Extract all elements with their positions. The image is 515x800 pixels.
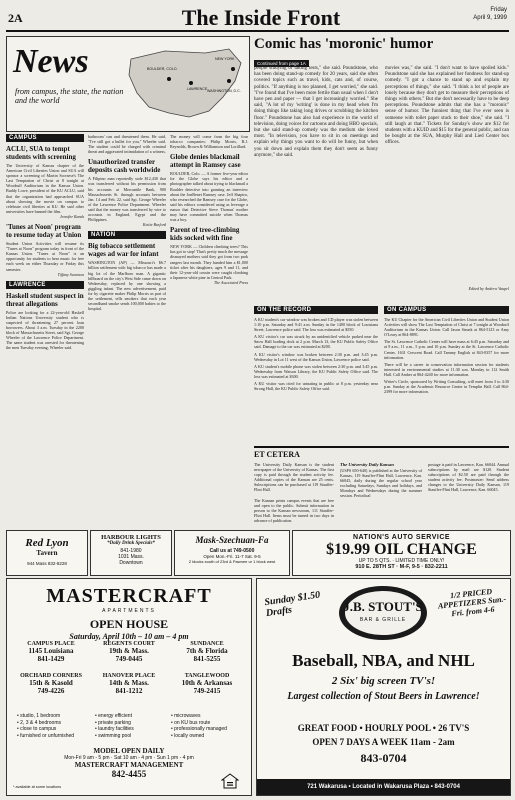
jb-address-bar: 721 Wakarusa • Located in Wakarusa Plaza • 843-0704: [257, 779, 510, 795]
feature-item: • laundry facilities: [95, 726, 134, 732]
news-box: [6, 36, 250, 132]
office-hours: Mon-Fri 9 am - 5 pm · Sat 10 am - 4 pm · Sun 1 pm - 4 pm: [64, 755, 194, 761]
jb-screens: 2 Six' big screen TV's!: [331, 675, 436, 687]
jb-food: GREAT FOOD • HOURLY POOL • 26 TV'S: [297, 723, 470, 733]
ad-red-lyon[interactable]: [6, 530, 88, 576]
col2-lead-body: bathroom' can and threatened them. He said, "I've still got a bullet for you," Wheeler said. The student could be charged with criminal threat and aggravated intimidation of a witness.: [88, 134, 166, 155]
ad-jb-stouts[interactable]: [256, 578, 511, 796]
map-label-lawrence: LAWRENCE: [187, 87, 208, 91]
prop-addr: 14th & Mass.: [109, 679, 149, 687]
on-record-item: A KU student's car window was broken and CD player was stolen between 1:10 p.m. Saturday and 9:41 a.m. Sunday in the 1400 block of Louisiana Street, Lawrence police said. The loss was estimated at $550.: [254, 317, 378, 333]
on-record-item: A KU student's mobile phone was stolen between 2:30 p.m. and 3:45 p.m. Wednesday from Watson Library, the KU Public Safety Office said. The loss was estimated at $300.: [254, 363, 378, 379]
mastercraft-event: OPEN HOUSE: [89, 617, 169, 631]
campus-story1-byline: Jennifer Rands: [59, 213, 84, 219]
campus-story2-headline: 'Tunes at Noon' program to resume today at Union: [6, 223, 82, 240]
campus-story2-byline: Tiffany Swanson: [57, 271, 84, 277]
on-campus: [384, 306, 509, 440]
comic-body-right: movies was," she said. "I don't want to have spoiled kids." Poundstone said she has explained her fondness for stand-up comedy. "I got a chance to stand up and explain my perceptions of things," she said. "I think a lot of people are lonely because they don't get to measure their perceptions of things with others." But she don't necessarily have to be deep perceptions. Poundstone admits that she has a "moronic" sense of humor. The funniest thing that I've ever seen is someone with toilet paper stuck to their shoe," she said. "I still laugh at that." Tickets for Sunday's show are $12 for students with a KUID and $15 for the general public, and can be bought at the SUA, Murphy Hall and Lied Center box offices.: [385, 66, 509, 146]
prop-name: HANOVER PLACE: [102, 673, 156, 679]
prop-phone: 841-1429: [37, 655, 65, 663]
lawrence-story-headline: Haskell student suspect in threat allegations: [6, 291, 84, 308]
nation-story-body: WASHINGTON (AP) — Missouri's $6.7 billion settlement with big tobacco has made a big lot of the Marlboro man. A gigantic billboard on the city's West Side came down on Wednesday, replaced by one showing a giggling infant. The new advertisement, paid for by cigarette maker Philip Morris as part of the settlement, tells smokers that each year secondhand smoke sends 100,000 babies to the hospital.: [88, 260, 166, 312]
harbour-line1: *Daily Drink Specials*: [107, 541, 155, 546]
mastercraft-when: Saturday, April 10th – 10 am – 4 pm: [69, 632, 189, 641]
prop-name: REGENTS COURT: [103, 641, 155, 647]
mastercraft-sub: APARTMENTS: [102, 608, 156, 614]
feature-item: • furnished or unfurnished: [17, 732, 75, 739]
lawrence-story-body: Police are looking for a 22-year-old Haskell Indian Nations University student who is suspected of threatening 27 percent loan borrowers. About 3 a.m. Tuesday in the 2200 block of Massachusetts Street, said Sgt. George Wheeler of the Lawrence Police Department. The same student was arrested for threatening the men Tuesday evening, Wheeler said.: [6, 309, 84, 351]
map-label-washington: WASHINGTON, D.C.: [207, 89, 241, 93]
oil-note: UP TO 5 QTS. · LIMITED TIME ONLY!: [358, 558, 445, 564]
red-lyon-name: Red Lyon: [25, 537, 69, 549]
news-title: News: [13, 43, 89, 80]
feature-item: • studio, 1 bedroom: [17, 713, 61, 719]
feature-item: • close to campus: [17, 726, 57, 732]
jb-sunday: Sunday $1.50 Drafts: [263, 589, 321, 620]
prop-phone: 749-2415: [193, 687, 221, 695]
on-record-label: ON THE RECORD: [254, 306, 378, 314]
oil-addr: 910 E. 28TH ST · M-F, 9-5 · 832-2211: [355, 564, 448, 570]
comic-story: [254, 36, 509, 300]
campus-story1-headline: ACLU, SUA to tempt students with screening: [6, 145, 76, 161]
prop-addr: 1145 Louisiana: [28, 647, 74, 655]
mastercraft-features-1: [17, 713, 91, 739]
mastercraft-features-2: [95, 713, 169, 739]
et-cetera-col1b: The Kansan prints campus events that are free and open to the public. Submit information in person to the Kansan newsroom, 111 Stauffer-Flint Hall. Items must be turned in two days in advance of publication.: [254, 498, 334, 524]
comic-byline: Edited by Andrew Vaupel: [468, 286, 509, 291]
prop-name: CAMPUS PLACE: [27, 641, 75, 647]
col3-lead-body: The money will come from the big four tobacco companies: Philip Morris, R.J. Reynolds, Brown & Williamson and Lorillard.: [170, 134, 248, 150]
harbour-addr: 1031 Mass.: [118, 554, 144, 560]
feature-item: • 2, 3 & 4 bedrooms: [17, 719, 61, 726]
on-campus-item: Writer's Circle, sponsored by Writing Consulting, will meet from 3 to 4:30 p.m. Sunday at the Academic Resource Center in Templin Hall. Call 864-2399 for more information.: [384, 379, 509, 395]
jb-phone: 843-0704: [360, 751, 407, 765]
prop-phone: 841-5255: [193, 655, 221, 663]
office-name: MASTERCRAFT MANAGEMENT: [74, 761, 184, 769]
map-dot-newyork: [231, 67, 235, 71]
column-3: [170, 134, 248, 524]
map-dot-boulder: [167, 77, 171, 81]
jb-sub: BAR & GRILLE: [359, 617, 407, 623]
col3-story1-body: BOULDER, Colo. — A former five-year editor for the Globe says his editor and a photographer talked about trying to blackmail a Boulder detective into granting an interview about the JonBenet Ramsey case. Jeff Shapiro, who researched the Ramsey case for the Globe, said his editors considered using as leverage a rumor that Detective Steve Thomas' mother may have committed suicide when Thomas was a boy.: [170, 171, 248, 223]
ad-mastercraft[interactable]: [6, 578, 252, 796]
page-title: The Inside Front: [181, 5, 341, 30]
col3-story2-body: NEW YORK — Children climbing trees? This has got to stop! That's pretty much the message dismayed mothers said they got from two park rangers last month. They handed him a $1,000 ticket after his daughters, ages 9 and 11, and their 12-year-old cousin were caught climbing a Japanese white pine in Central Park.: [170, 244, 248, 280]
col2-story-byline: Kettie Burford: [142, 222, 166, 228]
office-label: MODEL OPEN DAILY: [93, 747, 165, 755]
mask-addr: 2 blocks south of 23rd & Pawnee or 1 block west: [188, 559, 276, 564]
ad-oil-change[interactable]: [292, 530, 511, 576]
masthead: [6, 5, 509, 33]
mastercraft-office: [7, 747, 251, 779]
prop-phone: 749-4226: [37, 687, 65, 695]
on-campus-item: The St. Lawrence Catholic Center will have mass at 6:45 p.m. Saturday and at 9 a.m., 11 a.m., 5 p.m. and 10 p.m. Sunday at the St. Lawrence Catholic Center, 1631 Crescent Road. Call Tammy English at 843-0357 for more information.: [384, 339, 509, 360]
prop-name: SUNDANCE: [190, 641, 224, 647]
jb-open: OPEN 7 DAYS A WEEK 11am - 2am: [312, 737, 455, 747]
col3-story1-headline: Globe denies blackmail attempt in Ramsey case: [170, 153, 241, 170]
comic-continued: Continued from page 1A: [254, 60, 309, 67]
on-record-item: A KU visitor was cited for urinating in public at 8 p.m. yesterday near Strong Hall, the KU Public Safety Office said.: [254, 381, 378, 392]
us-map: [125, 41, 245, 125]
campus-story2-body: Student Union Activities will resume its "Tunes at Noon" program today in front of the Kansas Union. "Tunes at Noon" is an opportunity for students to hear music for free each week on either Thursday or Friday this semester.: [6, 241, 84, 272]
et-cetera-col1: The University Daily Kansan is the student newspaper of the University of Kansas. The first copy is paid through the student activity fee. Additional copies of the Kansan are 25 cents. Subscriptions can be purchased at 119 Stauffer-Flint Hall.: [254, 462, 334, 493]
column-1: [6, 134, 84, 524]
prop-phone: 841-1212: [115, 687, 143, 695]
map-label-boulder: BOULDER, COLO.: [147, 67, 178, 71]
comic-body-left: people studying or taking tests," she said. Poundstone, who has been doing stand-up comedy for 20 years, said she often covered topics such as travel, kids, cats and, of course, politics. "If anything is too planned, I get worried," she said. "I've found that I've been more fertile than usual when I don't have pen and paper — that I get increasingly worried." She said, "A lot of my 'writing' is done in my head when I'm doing things like taking long drives or scrubbing the kitchen floor." Poundstone has also had experience in the world of television, doing voices for cartoons and doing HBO specials, but she said stand-up comedy was the medium she loved most. "In television, you have to sit in on meetings and explain why things you want to do will be funny, but when you sit down and explain them they don't seem as funny anymore," she said.: [254, 66, 378, 158]
oil-name: NATION'S AUTO SERVICE: [352, 534, 451, 541]
prop-phone: 749-0445: [115, 655, 143, 663]
mastercraft-name: MASTERCRAFT: [46, 585, 212, 607]
news-tagline: from campus, the state, the nation and the world: [15, 87, 124, 105]
et-cetera-col2-title: The University Daily Kansan: [340, 462, 394, 467]
prop-addr: 19th & Mass.: [109, 647, 149, 655]
col2-story-body: A Filipino man reportedly stole $12,430 that was transferred without his permission from his accounts at Mercantile Bank, 900 Massachusetts St. through accounts between Jan. 14 and Feb. 22, said Sgt. George Wheeler of the Lawrence Police Department. Wheeler said that the money was transferred by wire to accounts in England, Egypt and the Philippines.: [88, 176, 166, 223]
masthead-date: April 9, 1999: [473, 15, 507, 21]
prop-name: TANGLEWOOD: [184, 673, 230, 679]
ad-mask-szechuan[interactable]: [174, 530, 290, 576]
red-lyon-sub: Tavern: [36, 549, 58, 557]
et-cetera-label: ET CETERA: [254, 450, 300, 459]
mask-hours: Open Mon.-Fri. 11-7 Sat. 9-5: [203, 554, 261, 559]
feature-item: • private parking: [95, 719, 131, 726]
campus-label: CAMPUS: [6, 134, 84, 142]
on-record-item: A KU visitor's car was struck by an unidentified vehicle parked near the Snow Hall loading dock at 2 p.m. March 13, the KU Public Safety Office said. Damage to the car was estimated at $200.: [254, 334, 378, 350]
col3-byline: The Associated Press: [214, 279, 248, 285]
campus-story1-body: The University of Kansas chapter of the American Civil Liberties Union and SUA will sponsor a screening of Martin Scorsese's The Last Temptation of Christ at 8 tonight at Woodruff Auditorium in the Kansas Union. Buddy Lowe, president of the KU ACLU, said that the organization had approached SUA about showing the movie on campus to celebrate civil liberties at KU. He said other universities have banned the film.: [6, 163, 84, 214]
masthead-day: Friday: [490, 7, 507, 13]
et-cetera-col3: postage is paid in Lawrence, Kan. 66044. Annual subscriptions by mail are $120. Student subscriptions of $2.50 are paid through the student activity fee. Postmaster: Send address changes to the University Daily Kansan, 119 Stauffer-Flint Hall, Lawrence, Kan. 66045.: [428, 462, 509, 493]
col3-story2-headline: Parent of tree-climbing kids socked with fine: [170, 226, 240, 243]
jb-promo: 1/2 PRICED APPETIZERS Sun.-Fri. from 4-6: [437, 586, 507, 619]
comic-headline: Comic has 'moronic' humor: [254, 36, 434, 52]
jb-largest: Largest collection of Stout Beers in Lawrence!: [287, 691, 480, 702]
equal-housing-icon: [221, 773, 239, 789]
jb-headline: Baseball, NBA, and NHL: [292, 651, 475, 670]
mastercraft-features-3: [171, 713, 247, 739]
column-2: [88, 134, 166, 524]
prop-addr: 10th & Arkansas: [181, 679, 233, 687]
masthead-rule: [6, 30, 509, 32]
lawrence-label: LAWRENCE: [6, 281, 84, 289]
red-lyon-address: 944 Mass 832-8228: [27, 561, 67, 566]
harbour-name: HARBOUR LIGHTS: [101, 534, 161, 541]
prop-addr: 15th & Kasold: [29, 679, 73, 687]
on-campus-label: ON CAMPUS: [384, 306, 509, 314]
nation-label: NATION: [88, 231, 166, 239]
feature-item: • swimming pool: [95, 732, 132, 739]
map-label-newyork: NEW YORK: [215, 57, 235, 61]
map-dot-lawrence: [189, 81, 193, 85]
oil-price: $19.99 OIL CHANGE: [326, 541, 477, 558]
prop-addr: 7th & Florida: [186, 647, 228, 655]
map-dot-washington: [227, 79, 231, 83]
feature-item: • locally owned: [171, 732, 205, 739]
prop-name: ORCHARD CORNERS: [20, 673, 82, 679]
feature-item: • on KU bus route: [171, 719, 211, 726]
on-record-item: A KU visitor's window was broken between 2:30 p.m. and 3:45 p.m. Wednesday in Lot 11 west of the Kansas Union, Lawrence police said.: [254, 351, 378, 362]
office-phone: 842-4455: [111, 769, 147, 779]
mask-line1: Call us at 749-0500: [209, 548, 255, 554]
feature-item: • professionally managed: [171, 726, 227, 732]
et-cetera: [254, 446, 509, 528]
feature-item: • energy efficient: [95, 713, 132, 719]
mastercraft-fine-print: * available at some locations: [13, 785, 62, 789]
jb-name: J.B. STOUT'S: [343, 599, 423, 614]
col2-story-headline: Unauthorized transfer deposits cash worldwide: [88, 158, 161, 175]
harbour-phone: 841-1980: [120, 548, 142, 554]
et-cetera-col2: (USPS 650-640) is published at the University of Kansas, 119 Stauffer-Flint Hall, Lawrence, Kan. 66045, daily during the regular school year excluding Saturdays, Sundays and holidays, and Mondays and Wednesdays during the summer session. Periodical: [340, 468, 422, 499]
on-campus-item: There will be a career in conservation information session for students interested in environmental studies at 11:30 a.m. Monday in 112 Smith Hall. Call Amber at 864-4240 for more information.: [384, 361, 509, 377]
mask-name: Mask-Szechuan-Fa: [195, 535, 269, 545]
ad-harbour-lights[interactable]: [90, 530, 172, 576]
page-section-number: 2A: [8, 11, 23, 25]
on-campus-item: The KU Chapter for the American Civil Liberties Union and Student Union Activities will show The Last Temptation of Christ at 7 tonight at Woodruff Auditorium in the Kansas Union. Call Jason Strunk at 864-5123 or Amy O'Leary at 864-8891.: [384, 317, 509, 338]
feature-item: • microwaves: [171, 713, 201, 719]
nation-story-headline: Big tobacco settlement wages ad war for infant: [88, 242, 159, 259]
on-the-record: [254, 306, 378, 440]
harbour-loc: Downtown: [119, 560, 143, 566]
